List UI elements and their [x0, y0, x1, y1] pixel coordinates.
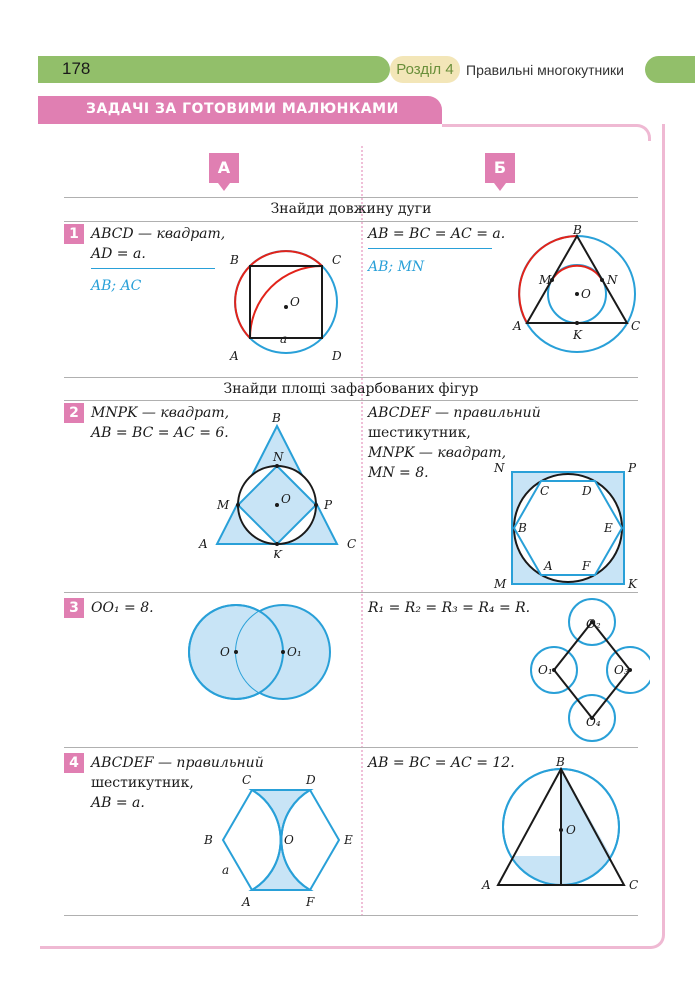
problem-number: 2	[64, 403, 84, 423]
point-label: N	[607, 273, 618, 287]
point-label: C	[540, 484, 550, 498]
point-label: F	[582, 559, 591, 573]
point-label: K	[628, 577, 637, 591]
point-label: O₃	[614, 663, 629, 677]
point-label: O	[290, 295, 300, 309]
problem-number: 1	[64, 224, 84, 244]
point-label: A	[544, 559, 553, 573]
point-label: B	[518, 521, 527, 535]
condition-line: шестикутник,	[368, 425, 471, 441]
condition-line: AB = BC = AC = 6.	[91, 425, 229, 441]
point-label: M	[539, 273, 552, 287]
condition-line: AD = a.	[91, 246, 146, 262]
point-label: O	[281, 492, 291, 506]
figure-4b	[478, 754, 648, 896]
point-label: O	[284, 833, 294, 847]
divider	[64, 377, 638, 378]
divider	[64, 400, 638, 401]
problem-text	[368, 598, 530, 618]
problem-text	[91, 793, 145, 813]
point-label: A	[513, 319, 522, 333]
figure-1a	[218, 240, 358, 370]
side-label: a	[280, 332, 288, 346]
figure-2b	[488, 458, 648, 592]
point-label: D	[306, 773, 316, 787]
point-label: A	[199, 537, 208, 551]
figure-2a	[195, 408, 365, 558]
side-label: a	[222, 863, 230, 877]
problem-text	[91, 224, 225, 244]
problem-text	[368, 463, 429, 483]
condition-line: шестикутник,	[91, 775, 194, 791]
point-label: B	[573, 223, 582, 237]
point-label: A	[482, 878, 491, 892]
column-tab-b: Б	[485, 153, 515, 183]
problem-text	[91, 598, 154, 618]
figure-1b	[505, 222, 650, 356]
condition-line: ABCD — квадрат,	[91, 226, 226, 242]
point-label: C	[242, 773, 252, 787]
answer-divider	[91, 268, 215, 269]
problem-text	[368, 443, 506, 463]
problem-text	[91, 244, 146, 264]
point-label: B	[556, 755, 565, 769]
point-label: O₁	[287, 645, 302, 659]
point-label: K	[273, 548, 282, 558]
point-label: P	[628, 461, 637, 475]
point-label: C	[332, 253, 342, 267]
figure-4a	[196, 772, 366, 914]
problem-text	[91, 753, 264, 773]
divider	[64, 592, 638, 593]
condition-line: AB = BC = AC = 12.	[368, 755, 515, 771]
point-label: K	[573, 328, 582, 342]
point-label: D	[582, 484, 592, 498]
condition-line: MNPK — квадрат,	[91, 405, 230, 421]
chapter-title: Правильні многокутники	[466, 62, 625, 78]
point-label: B	[204, 833, 213, 847]
chapter-label: Розділ 4	[396, 61, 454, 78]
problem-text	[368, 403, 541, 423]
point-label: O₂	[586, 617, 601, 631]
point-label: M	[494, 577, 507, 591]
section-title-arc: Знайди довжину дуги	[270, 201, 432, 217]
point-label: C	[629, 878, 639, 892]
page-number: 178	[62, 59, 91, 78]
point-label: C	[631, 319, 641, 333]
problem-number: 4	[64, 753, 84, 773]
divider	[64, 747, 638, 748]
problem-number: 3	[64, 598, 84, 618]
answer-text: AB; AC	[91, 278, 142, 294]
point-label: D	[332, 349, 342, 363]
section-title-area: Знайди площі зафарбованих фігур	[223, 381, 479, 397]
point-label: O₁	[538, 663, 553, 677]
point-label: N	[494, 461, 505, 475]
condition-line: MNPK — квадрат,	[368, 445, 507, 461]
point-label: O	[566, 823, 576, 837]
column-tab-a: А	[209, 153, 239, 183]
point-label: B	[230, 253, 239, 267]
problem-text	[368, 224, 505, 244]
divider	[64, 915, 638, 916]
condition-line: ABCDEF — правильний	[368, 405, 541, 421]
point-label: F	[306, 895, 315, 909]
point-label: E	[344, 833, 353, 847]
answer-text: AB; MN	[368, 259, 425, 275]
point-label: A	[230, 349, 239, 363]
divider	[64, 197, 638, 198]
problem-text	[368, 423, 471, 443]
condition-line: R₁ = R₂ = R₃ = R₄ = R.	[368, 600, 531, 616]
problem-text	[91, 773, 194, 793]
point-label: E	[604, 521, 613, 535]
point-label: P	[324, 498, 333, 512]
point-label: A	[242, 895, 251, 909]
figure-3b	[530, 598, 650, 746]
condition-line: MN = 8.	[368, 465, 429, 481]
figure-3a	[180, 596, 340, 708]
condition-line: ABCDEF — правильний	[91, 755, 264, 771]
answer-divider	[368, 248, 492, 249]
banner-title: ЗАДАЧІ ЗА ГОТОВИМИ МАЛЮНКАМИ	[86, 101, 399, 117]
point-label: N	[273, 450, 284, 464]
point-label: C	[347, 537, 357, 551]
point-label: B	[272, 411, 281, 425]
point-label: O₄	[586, 715, 601, 729]
condition-line: OO₁ = 8.	[91, 600, 154, 616]
condition-line: AB = BC = AC = a.	[368, 226, 506, 242]
point-label: O	[220, 645, 230, 659]
point-label: O	[581, 287, 591, 301]
point-label: M	[217, 498, 230, 512]
condition-line: AB = a.	[91, 795, 145, 811]
